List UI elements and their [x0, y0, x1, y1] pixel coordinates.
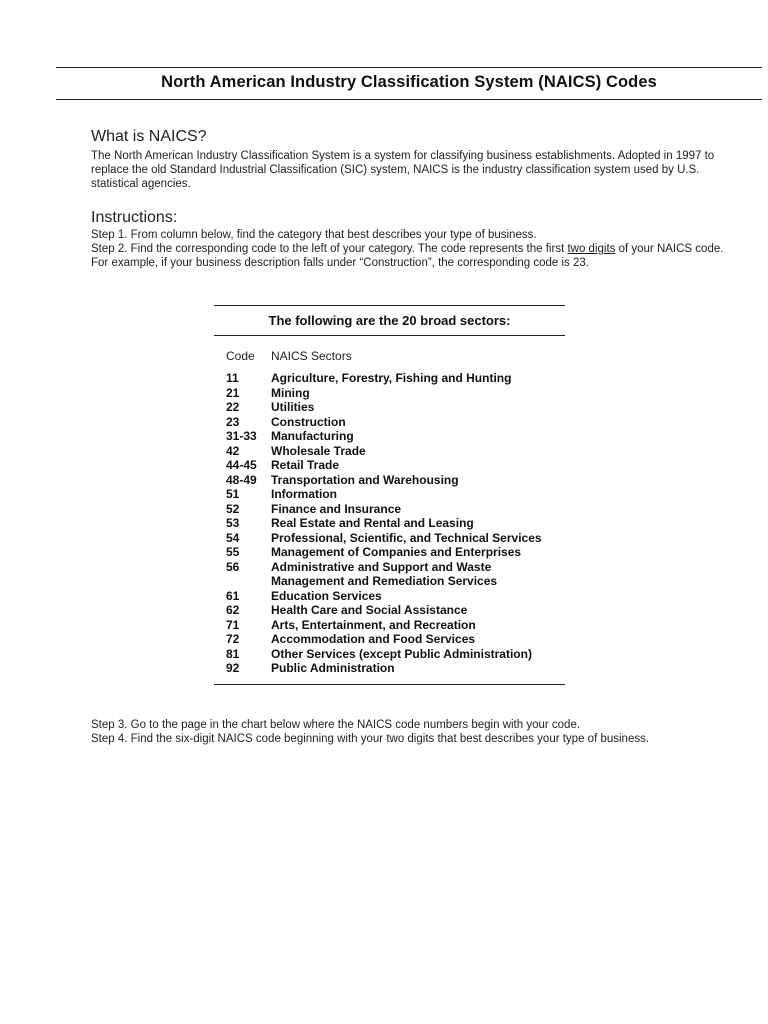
- sector-row: [226, 415, 566, 430]
- sector-name: Administrative and Support and Waste Management and Remediation Services: [271, 559, 498, 588]
- sector-code: 23: [226, 414, 240, 429]
- sector-name: Finance and Insurance: [271, 501, 402, 516]
- instruction-step-2: [91, 242, 731, 270]
- instruction-step-3: Step 3. Go to the page in the chart below where the NAICS code numbers begin with your code.: [91, 719, 581, 731]
- sector-code: 61: [226, 588, 240, 603]
- sector-code: 71: [226, 617, 240, 632]
- sectors-heading: The following are the 20 broad sectors:: [268, 313, 511, 328]
- sectors-heading-rule: [214, 335, 565, 336]
- sector-name: Real Estate and Rental and Leasing: [271, 516, 474, 530]
- sector-row: [226, 618, 566, 633]
- sector-code: 81: [226, 646, 240, 661]
- sector-row: [226, 531, 566, 546]
- sector-row: [226, 458, 566, 473]
- sector-code: 22: [226, 400, 240, 414]
- instructions-heading: Instructions:: [91, 209, 178, 226]
- sector-code: 56: [226, 559, 240, 574]
- sector-code: 21: [226, 385, 240, 400]
- sector-name: Arts, Entertainment, and Recreation: [271, 617, 476, 632]
- sector-name: Utilities: [271, 400, 315, 414]
- sector-row: [226, 487, 566, 502]
- instructions-steps-3-4: [91, 718, 751, 746]
- sector-code: 52: [226, 501, 240, 516]
- sectors-bottom-rule: [214, 684, 565, 685]
- what-is-heading: What is NAICS?: [91, 128, 207, 145]
- sector-name: Retail Trade: [271, 458, 340, 472]
- sector-row: [226, 661, 566, 676]
- sector-name: Information: [271, 487, 337, 501]
- instructions-steps-1-2: [91, 228, 731, 271]
- sector-code: 11: [226, 371, 239, 385]
- sector-row: [226, 603, 566, 618]
- sector-row: [226, 545, 566, 560]
- what-is-body: The North American Industry Classification System is a system for classifying business establishments. Adopted in 1997 to replace the old Standard Industrial Classification (SIC) system, NAICS is the industry classification system used by U.S. statistical agencies.: [91, 150, 715, 191]
- sector-name: Professional, Scientific, and Technical Services: [271, 530, 542, 545]
- sector-row: [226, 371, 566, 386]
- sector-row: [226, 589, 566, 604]
- sector-name: Public Administration: [271, 661, 395, 675]
- sector-code: 48-49: [226, 472, 257, 487]
- sector-name: Mining: [271, 385, 310, 400]
- sector-name: Health Care and Social Assistance: [271, 603, 468, 617]
- sector-row: [226, 516, 566, 531]
- sector-code: 62: [226, 603, 240, 617]
- sector-row: [226, 632, 566, 647]
- code-column-header: Code: [226, 349, 255, 363]
- sector-row: [226, 386, 566, 401]
- sector-row: [226, 502, 566, 517]
- sector-code: 53: [226, 516, 240, 530]
- title-top-rule: [56, 67, 762, 68]
- sector-code: 72: [226, 632, 240, 646]
- step-2-underlined-text: two digits: [567, 243, 616, 256]
- sector-name: Management of Companies and Enterprises: [271, 545, 522, 559]
- sector-name: Education Services: [271, 588, 382, 603]
- sector-code: 54: [226, 530, 240, 545]
- sector-name: Manufacturing: [271, 429, 354, 443]
- sector-name: Construction: [271, 414, 346, 429]
- sector-code: 42: [226, 443, 240, 458]
- sector-row: [226, 647, 566, 662]
- sector-row: [226, 400, 566, 415]
- sector-list: [226, 371, 566, 676]
- step-2-text-end: of your NAICS code. For example, if your business description falls under “Construction”, the corresponding code is 23.: [91, 243, 724, 270]
- title-bottom-rule: [56, 99, 762, 100]
- sector-row: [226, 473, 566, 488]
- sector-row: [226, 560, 566, 589]
- sector-code: 55: [226, 545, 240, 559]
- instruction-step-1: Step 1. From column below, find the category that best describes your type of business.: [91, 229, 537, 241]
- sector-code: 31-33: [226, 429, 257, 443]
- sector-column-header: NAICS Sectors: [271, 349, 352, 363]
- instruction-step-4: Step 4. Find the six-digit NAICS code beginning with your two digits that best describes your type of business.: [91, 733, 650, 746]
- sector-row: [226, 429, 566, 444]
- sector-name: Transportation and Warehousing: [271, 472, 459, 487]
- sector-code: 92: [226, 661, 240, 675]
- sector-code: 51: [226, 487, 240, 501]
- page-title: North American Industry Classification System (NAICS) Codes: [161, 73, 657, 91]
- sector-row: [226, 444, 566, 459]
- step-2-text-start: Step 2. Find the corresponding code to the left of your category. The code represents the first: [91, 243, 568, 256]
- sector-name: Accommodation and Food Services: [271, 632, 476, 646]
- sector-name: Agriculture, Forestry, Fishing and Hunting: [271, 371, 512, 385]
- sector-name: Other Services (except Public Administration): [271, 646, 532, 661]
- sector-name: Wholesale Trade: [271, 443, 366, 458]
- sectors-top-rule: [214, 305, 565, 306]
- sector-code: 44-45: [226, 458, 257, 472]
